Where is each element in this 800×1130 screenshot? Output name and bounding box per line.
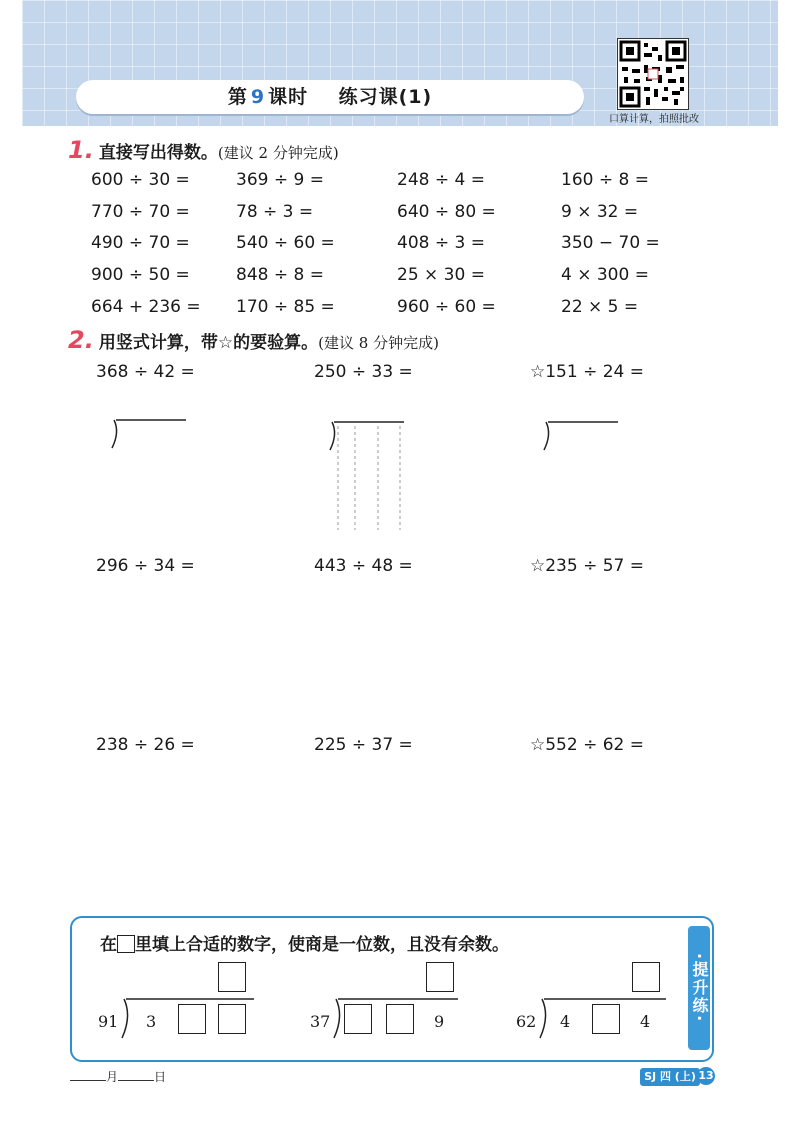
oral-expr: 640 ÷ 80 = bbox=[397, 202, 496, 222]
section2-number: 2. bbox=[68, 326, 94, 354]
oral-expr: 22 × 5 = bbox=[561, 297, 639, 317]
lesson-title: 练习课(1) bbox=[338, 86, 433, 108]
blank-box-icon bbox=[117, 935, 135, 953]
oral-expr: 160 ÷ 8 = bbox=[561, 170, 649, 190]
long-division-expr: 368 ÷ 42 = bbox=[96, 362, 195, 382]
divisor: 62 bbox=[516, 1012, 537, 1031]
oral-expr: 540 ÷ 60 = bbox=[236, 233, 335, 253]
day-label: 日 bbox=[154, 1070, 167, 1084]
day-blank[interactable] bbox=[118, 1080, 154, 1081]
section1-heading bbox=[68, 136, 339, 164]
dividend-box[interactable] bbox=[386, 1004, 414, 1034]
lesson-prefix: 第 bbox=[227, 86, 248, 108]
long-division-expr: ☆552 ÷ 62 = bbox=[530, 735, 645, 755]
division-bracket bbox=[108, 416, 188, 450]
section2-hint: (建议 8 分钟完成) bbox=[318, 334, 439, 352]
oral-expr: 369 ÷ 9 = bbox=[236, 170, 324, 190]
dividend-digit: 4 bbox=[560, 1012, 571, 1031]
divisor: 37 bbox=[310, 1012, 331, 1031]
oral-expr: 848 ÷ 8 = bbox=[236, 265, 324, 285]
lesson-suffix: 课时 bbox=[268, 86, 309, 108]
oral-expr: 9 × 32 = bbox=[561, 202, 639, 222]
page-number: 13 bbox=[697, 1067, 715, 1085]
quotient-box[interactable] bbox=[632, 962, 660, 992]
lesson-number: 9 bbox=[250, 86, 266, 108]
qr-code[interactable] bbox=[617, 38, 689, 110]
division-bracket-guided bbox=[326, 418, 406, 536]
oral-expr: 350 − 70 = bbox=[561, 233, 660, 253]
grade-badge: SJ 四 (上) bbox=[640, 1068, 700, 1086]
dividend-box[interactable] bbox=[592, 1004, 620, 1034]
extension-tab: ·提升练· bbox=[688, 926, 710, 1050]
oral-expr: 248 ÷ 4 = bbox=[397, 170, 485, 190]
section1-title: 直接写出得数。 bbox=[98, 143, 218, 163]
long-division-expr: 296 ÷ 34 = bbox=[96, 556, 195, 576]
long-division-expr: 443 ÷ 48 = bbox=[314, 556, 413, 576]
date-line bbox=[70, 1068, 166, 1085]
division-bracket bbox=[540, 418, 620, 452]
oral-expr: 170 ÷ 85 = bbox=[236, 297, 335, 317]
quotient-box[interactable] bbox=[426, 962, 454, 992]
oral-expr: 408 ÷ 3 = bbox=[397, 233, 485, 253]
instruction-post: 里填上合适的数字，使商是一位数，且没有余数。 bbox=[135, 935, 509, 955]
divisor: 91 bbox=[98, 1012, 119, 1031]
dividend-digit: 9 bbox=[434, 1012, 445, 1031]
section2-heading bbox=[68, 326, 439, 354]
oral-expr: 664 + 236 = bbox=[91, 297, 201, 317]
section2-title: 用竖式计算，带☆的要验算。 bbox=[98, 333, 319, 353]
qr-code-icon bbox=[618, 39, 688, 109]
dividend-digit: 4 bbox=[640, 1012, 651, 1031]
oral-expr: 78 ÷ 3 = bbox=[236, 202, 314, 222]
instruction-pre: 在 bbox=[100, 935, 117, 955]
long-division-expr: 238 ÷ 26 = bbox=[96, 735, 195, 755]
dividend-box[interactable] bbox=[218, 1004, 246, 1034]
section1-hint: (建议 2 分钟完成) bbox=[217, 144, 339, 162]
dividend-box[interactable] bbox=[344, 1004, 372, 1034]
qr-caption: 口算计算，拍照批改 bbox=[609, 114, 699, 125]
oral-expr: 770 ÷ 70 = bbox=[91, 202, 190, 222]
long-division-expr: ☆235 ÷ 57 = bbox=[530, 556, 645, 576]
dividend-box[interactable] bbox=[178, 1004, 206, 1034]
page-title bbox=[76, 80, 584, 114]
section1-number: 1. bbox=[68, 136, 94, 164]
oral-expr: 25 × 30 = bbox=[397, 265, 485, 285]
month-blank[interactable] bbox=[70, 1080, 106, 1081]
long-division-expr: 225 ÷ 37 = bbox=[314, 735, 413, 755]
oral-expr: 490 ÷ 70 = bbox=[91, 233, 190, 253]
quotient-box[interactable] bbox=[218, 962, 246, 992]
long-division-expr: 250 ÷ 33 = bbox=[314, 362, 413, 382]
oral-expr: 960 ÷ 60 = bbox=[397, 297, 496, 317]
oral-expr: 900 ÷ 50 = bbox=[91, 265, 190, 285]
extension-instruction bbox=[100, 930, 509, 955]
long-division-expr: ☆151 ÷ 24 = bbox=[530, 362, 645, 382]
dividend-digit: 3 bbox=[146, 1012, 157, 1031]
month-label: 月 bbox=[106, 1070, 119, 1084]
oral-expr: 4 × 300 = bbox=[561, 265, 649, 285]
oral-expr: 600 ÷ 30 = bbox=[91, 170, 190, 190]
